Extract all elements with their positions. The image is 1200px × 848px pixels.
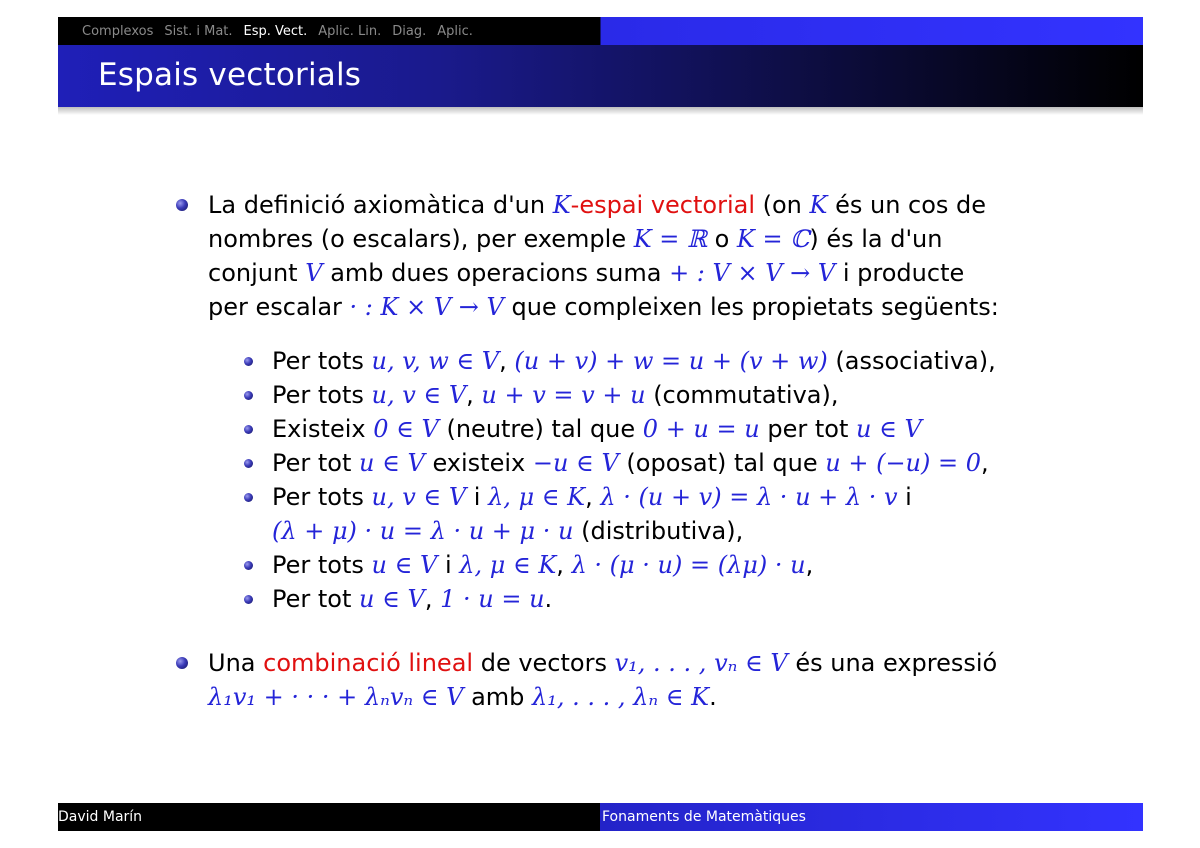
term-combinacio-lineal: combinació lineal	[263, 649, 474, 677]
bullet-item-definition	[176, 188, 1076, 616]
combination-line-2: λ₁v₁ + · · · + λₙvₙ ∈ V amb λ₁, . . . , λₙ ∈ K.	[208, 683, 717, 711]
sub-bullet-icon	[244, 493, 253, 502]
nav-item-esp-vect[interactable]: Esp. Vect.	[243, 23, 308, 39]
nav-item-sist-mat[interactable]: Sist. i Mat.	[164, 23, 233, 39]
bullet-item-combinacio-lineal	[176, 646, 1076, 714]
sub-bullet-icon	[244, 595, 253, 604]
definition-line-1: La definició axiomàtica d'un K-espai vectorial (on K és un cos de	[208, 191, 987, 219]
title-bar	[58, 45, 1143, 107]
slide-title: Espais vectorials	[98, 57, 362, 93]
bullet-icon	[176, 199, 188, 211]
sub-bullet-icon	[244, 425, 253, 434]
properties-list	[240, 344, 1076, 616]
property-associativa-escalar: Per tots u ∈ V i λ, μ ∈ K, λ · (μ · u) = (λμ) · u,	[240, 548, 1076, 582]
title-shadow	[58, 107, 1143, 115]
definition-line-2: nombres (o escalars), per exemple K = ℝ o K = ℂ) és la d'un	[208, 225, 943, 253]
sub-bullet-icon	[244, 459, 253, 468]
footer-author-bar	[58, 803, 600, 831]
footer-course-bar	[600, 803, 1143, 831]
property-oposat: Per tot u ∈ V existeix −u ∈ V (oposat) tal que u + (−u) = 0,	[240, 446, 1076, 480]
combination-line-1: Una combinació lineal de vectors v₁, . . . , vₙ ∈ V és una expressió	[208, 649, 998, 677]
footer-author: David Marín	[58, 809, 143, 825]
sub-bullet-icon	[244, 561, 253, 570]
property-distributiva: Per tots u, v ∈ V i λ, μ ∈ K, λ · (u + v) = λ · u + λ · v i (λ + μ) · u = λ · u + μ · u (distributiva),	[240, 480, 1076, 548]
property-neutre: Existeix 0 ∈ V (neutre) tal que 0 + u = u per tot u ∈ V	[240, 412, 1076, 446]
bullet-icon	[176, 657, 188, 669]
term-espai-vectorial: -espai vectorial	[570, 191, 755, 219]
property-commutativa: Per tots u, v ∈ V, u + v = v + u (commutativa),	[240, 378, 1076, 412]
section-nav-bar	[58, 17, 1143, 45]
definition-line-4: per escalar · : K × V → V que compleixen les propietats següents:	[208, 293, 999, 321]
nav-item-complexos[interactable]: Complexos	[82, 23, 154, 39]
property-unitat: Per tot u ∈ V, 1 · u = u.	[240, 582, 1076, 616]
footer-course: Fonaments de Matemàtiques	[602, 809, 806, 825]
nav-item-aplic-lin[interactable]: Aplic. Lin.	[318, 23, 382, 39]
section-nav	[58, 17, 479, 45]
sub-bullet-icon	[244, 357, 253, 366]
slide-content	[176, 188, 1076, 714]
sub-bullet-icon	[244, 391, 253, 400]
nav-item-aplic[interactable]: Aplic.	[437, 23, 473, 39]
property-associativa: Per tots u, v, w ∈ V, (u + v) + w = u + (v + w) (associativa),	[240, 344, 1076, 378]
definition-line-3: conjunt V amb dues operacions suma + : V × V → V i producte	[208, 259, 965, 287]
nav-item-diag[interactable]: Diag.	[392, 23, 427, 39]
